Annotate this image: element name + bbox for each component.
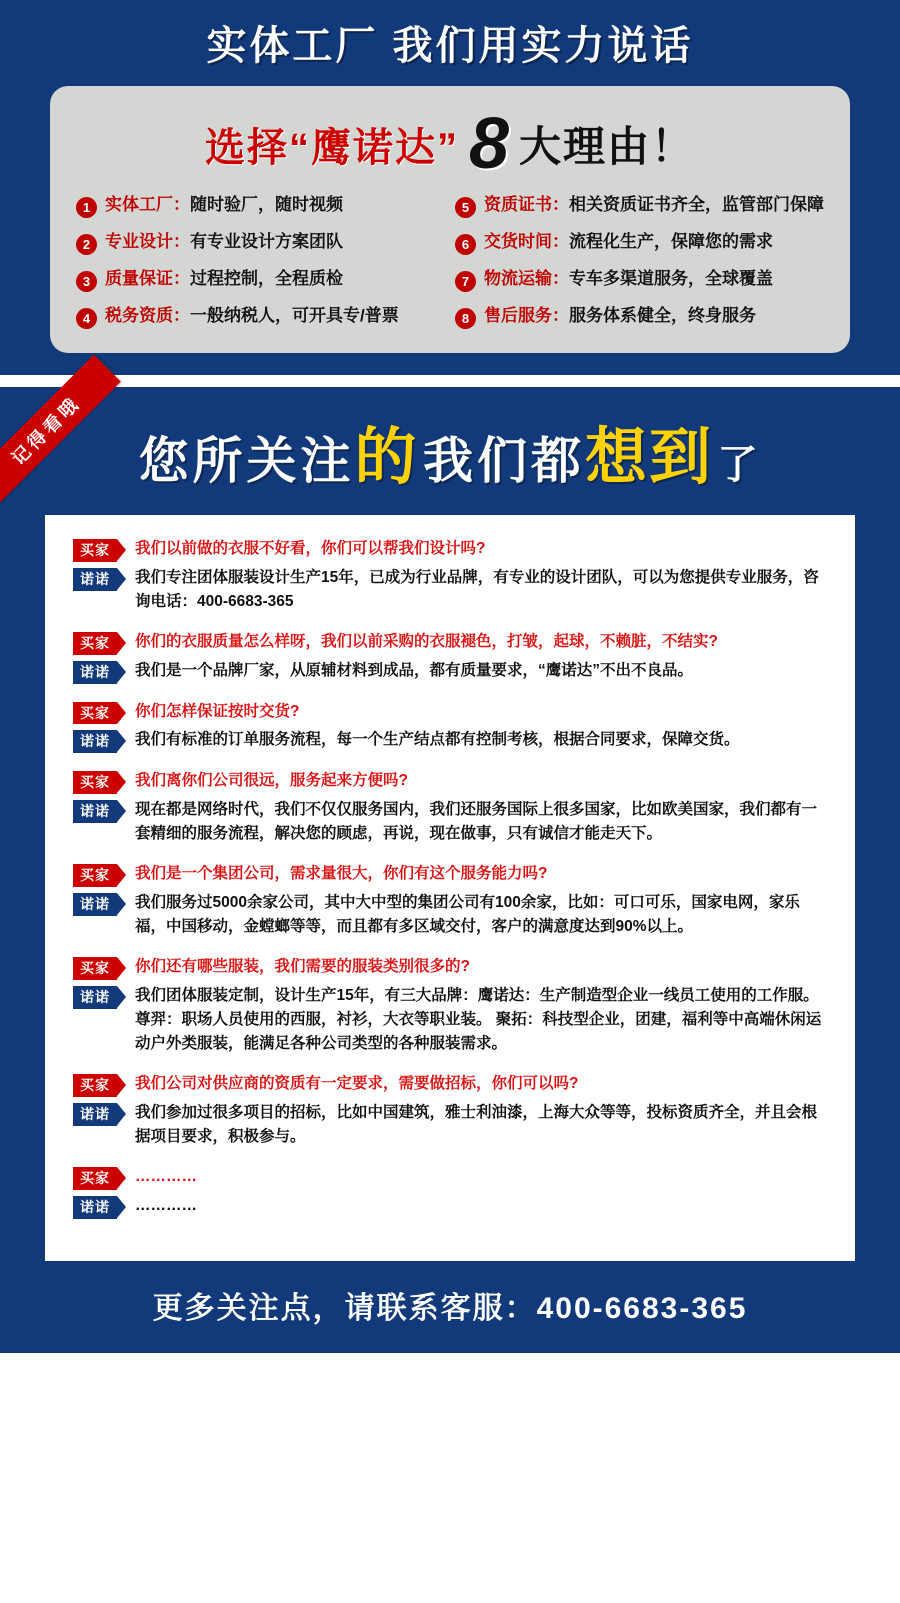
- reason-item: [76, 306, 445, 329]
- faq-headline-part1: 您所关注: [138, 432, 355, 489]
- answer-tag: 诺诺: [73, 730, 117, 753]
- reason-item: [76, 269, 445, 292]
- reason-number-badge: 2: [76, 234, 97, 255]
- answer-row: [73, 798, 827, 846]
- answer-tag: 诺诺: [73, 893, 117, 916]
- question-row: [73, 769, 827, 794]
- question-text: …………: [135, 1167, 197, 1185]
- answer-text: 我们参加过很多项目的招标，比如中国建筑，雅士利油漆，上海大众等等，投标资质齐全，并且会根据项目要求，积极参与。: [135, 1103, 818, 1145]
- answer-tag: 诺诺: [73, 661, 117, 684]
- qa-block: [73, 862, 827, 939]
- answer-row: [73, 1101, 827, 1149]
- headline-big-number: 8: [468, 104, 510, 184]
- reason-text: 随时验厂，随时视频: [190, 194, 343, 214]
- section-divider: [0, 375, 900, 387]
- faq-headline-part2: 的: [354, 422, 419, 492]
- qa-block: [73, 955, 827, 1056]
- question-text: 我们公司对供应商的资质有一定要求，需要做招标，你们可以吗?: [135, 1075, 579, 1093]
- faq-headline-part4: 想到: [585, 422, 714, 492]
- reason-number-badge: 5: [455, 197, 476, 218]
- buyer-tag: 买家: [73, 771, 117, 794]
- answer-tag: 诺诺: [73, 800, 117, 823]
- faq-card: [45, 515, 855, 1261]
- eight-reasons-headline: [76, 104, 824, 195]
- answer-text: 我们专注团体服装设计生产15年，已成为行业品牌，有专业的设计团队，可以为您提供专业服务，咨询电话：400-6683-365: [135, 568, 819, 610]
- qa-block: [73, 537, 827, 614]
- contact-footer: 更多关注点，请联系客服：400-6683-365: [0, 1261, 900, 1353]
- buyer-tag: 买家: [73, 957, 117, 980]
- reason-title: 专业设计：: [105, 231, 190, 251]
- faq-section: [0, 387, 900, 1353]
- reason-title: 物流运输：: [484, 268, 569, 288]
- reason-title: 售后服务：: [484, 305, 569, 325]
- reason-title: 质量保证：: [105, 268, 190, 288]
- buyer-tag: 买家: [73, 1074, 117, 1097]
- reason-number-badge: 4: [76, 308, 97, 329]
- question-row: [73, 1072, 827, 1097]
- reason-text: 流程化生产，保障您的需求: [569, 231, 773, 251]
- qa-block: [73, 1072, 827, 1149]
- reason-item: [76, 232, 445, 255]
- qa-block: [73, 700, 827, 754]
- reason-text: 一般纳税人，可开具专/普票: [190, 305, 399, 325]
- question-text: 你们的衣服质量怎么样呀，我们以前采购的衣服褪色，打皱，起球，不赖脏，不结实?: [135, 632, 718, 650]
- reason-item: [455, 269, 824, 292]
- faq-headline-part3: 我们都: [423, 432, 585, 489]
- qa-block: [73, 769, 827, 846]
- reason-title: 实体工厂：: [105, 194, 190, 214]
- question-text: 我们离你们公司很远，服务起来方便吗?: [135, 772, 408, 790]
- headline-red-part: 选择“鹰诺达”: [204, 125, 459, 170]
- answer-tag: 诺诺: [73, 568, 117, 591]
- answer-row: [73, 984, 827, 1056]
- qa-block: [73, 1165, 827, 1219]
- answer-text: 现在都是网络时代，我们不仅仅服务国内，我们还服务国际上很多国家，比如欧美国家，我们都有一套精细的服务流程，解决您的顾虑，再说，现在做事，只有诚信才能走天下。: [135, 801, 818, 843]
- answer-text: 我们团体服装定制，设计生产15年，有三大品牌：鹰诺达：生产制造型企业一线员工使用的工作服。尊羿：职场人员使用的西服，衬衫，大衣等职业装。 聚拓：科技型企业，团建，福利等中高端休闲运动户外类服装，能满足各种公司类型的各种服装需求。: [135, 987, 822, 1053]
- answer-text: 我们有标准的订单服务流程，每一个生产结点都有控制考核，根据合同要求，保障交货。: [135, 731, 740, 749]
- reason-text: 相关资质证书齐全，监管部门保障: [569, 194, 824, 214]
- reason-number-badge: 3: [76, 271, 97, 292]
- answer-row: [73, 659, 827, 684]
- question-row: [73, 537, 827, 562]
- reason-text: 有专业设计方案团队: [190, 231, 343, 251]
- reason-number-badge: 1: [76, 197, 97, 218]
- reason-text: 服务体系健全，终身服务: [569, 305, 756, 325]
- answer-text: …………: [135, 1196, 197, 1214]
- headline-black-part: 大理由！: [519, 123, 696, 171]
- question-row: [73, 862, 827, 887]
- corner-ribbon: 记得看哦: [0, 354, 121, 505]
- buyer-tag: 买家: [73, 632, 117, 655]
- answer-tag: 诺诺: [73, 1103, 117, 1126]
- reason-text: 专车多渠道服务，全球覆盖: [569, 268, 773, 288]
- answer-text: 我们服务过5000余家公司，其中大中型的集团公司有100余家，比如：可口可乐，国家电网，家乐福，中国移动，金螳螂等等，而且都有多区域交付，客户的满意度达到90%以上。: [135, 894, 800, 936]
- buyer-tag: 买家: [73, 864, 117, 887]
- reason-title: 税务资质：: [105, 305, 190, 325]
- qa-block: [73, 630, 827, 684]
- question-text: 我们以前做的衣服不好看，你们可以帮我们设计吗?: [135, 539, 486, 557]
- reason-item: [455, 195, 824, 218]
- answer-tag: 诺诺: [73, 986, 117, 1009]
- question-text: 你们还有哪些服装，我们需要的服装类别很多的?: [135, 958, 470, 976]
- answer-row: [73, 728, 827, 753]
- factory-strength-section: [0, 0, 900, 375]
- question-text: 你们怎样保证按时交货?: [135, 702, 300, 720]
- reason-title: 交货时间：: [484, 231, 569, 251]
- answer-text: 我们是一个品牌厂家，从原辅材料到成品，都有质量要求，“鹰诺达”不出不良品。: [135, 661, 694, 679]
- question-row: [73, 1165, 827, 1190]
- reason-item: [455, 306, 824, 329]
- reasons-grid: [76, 195, 824, 329]
- question-row: [73, 630, 827, 655]
- reason-item: [455, 232, 824, 255]
- answer-row: [73, 1194, 827, 1219]
- question-row: [73, 700, 827, 725]
- buyer-tag: 买家: [73, 1167, 117, 1190]
- eight-reasons-card: [50, 86, 850, 353]
- answer-tag: 诺诺: [73, 1196, 117, 1219]
- reason-number-badge: 7: [455, 271, 476, 292]
- reason-item: [76, 195, 445, 218]
- question-row: [73, 955, 827, 980]
- buyer-tag: 买家: [73, 539, 117, 562]
- faq-headline-part5: 了: [717, 442, 762, 487]
- reason-title: 资质证书：: [484, 194, 569, 214]
- answer-row: [73, 566, 827, 614]
- buyer-tag: 买家: [73, 702, 117, 725]
- reason-text: 过程控制，全程质检: [190, 268, 343, 288]
- section1-banner-title: 实体工厂 我们用实力说话: [206, 24, 694, 68]
- answer-row: [73, 891, 827, 939]
- faq-headline: [0, 415, 900, 515]
- question-text: 我们是一个集团公司，需求量很大，你们有这个服务能力吗?: [135, 865, 548, 883]
- reason-number-badge: 6: [455, 234, 476, 255]
- reason-number-badge: 8: [455, 308, 476, 329]
